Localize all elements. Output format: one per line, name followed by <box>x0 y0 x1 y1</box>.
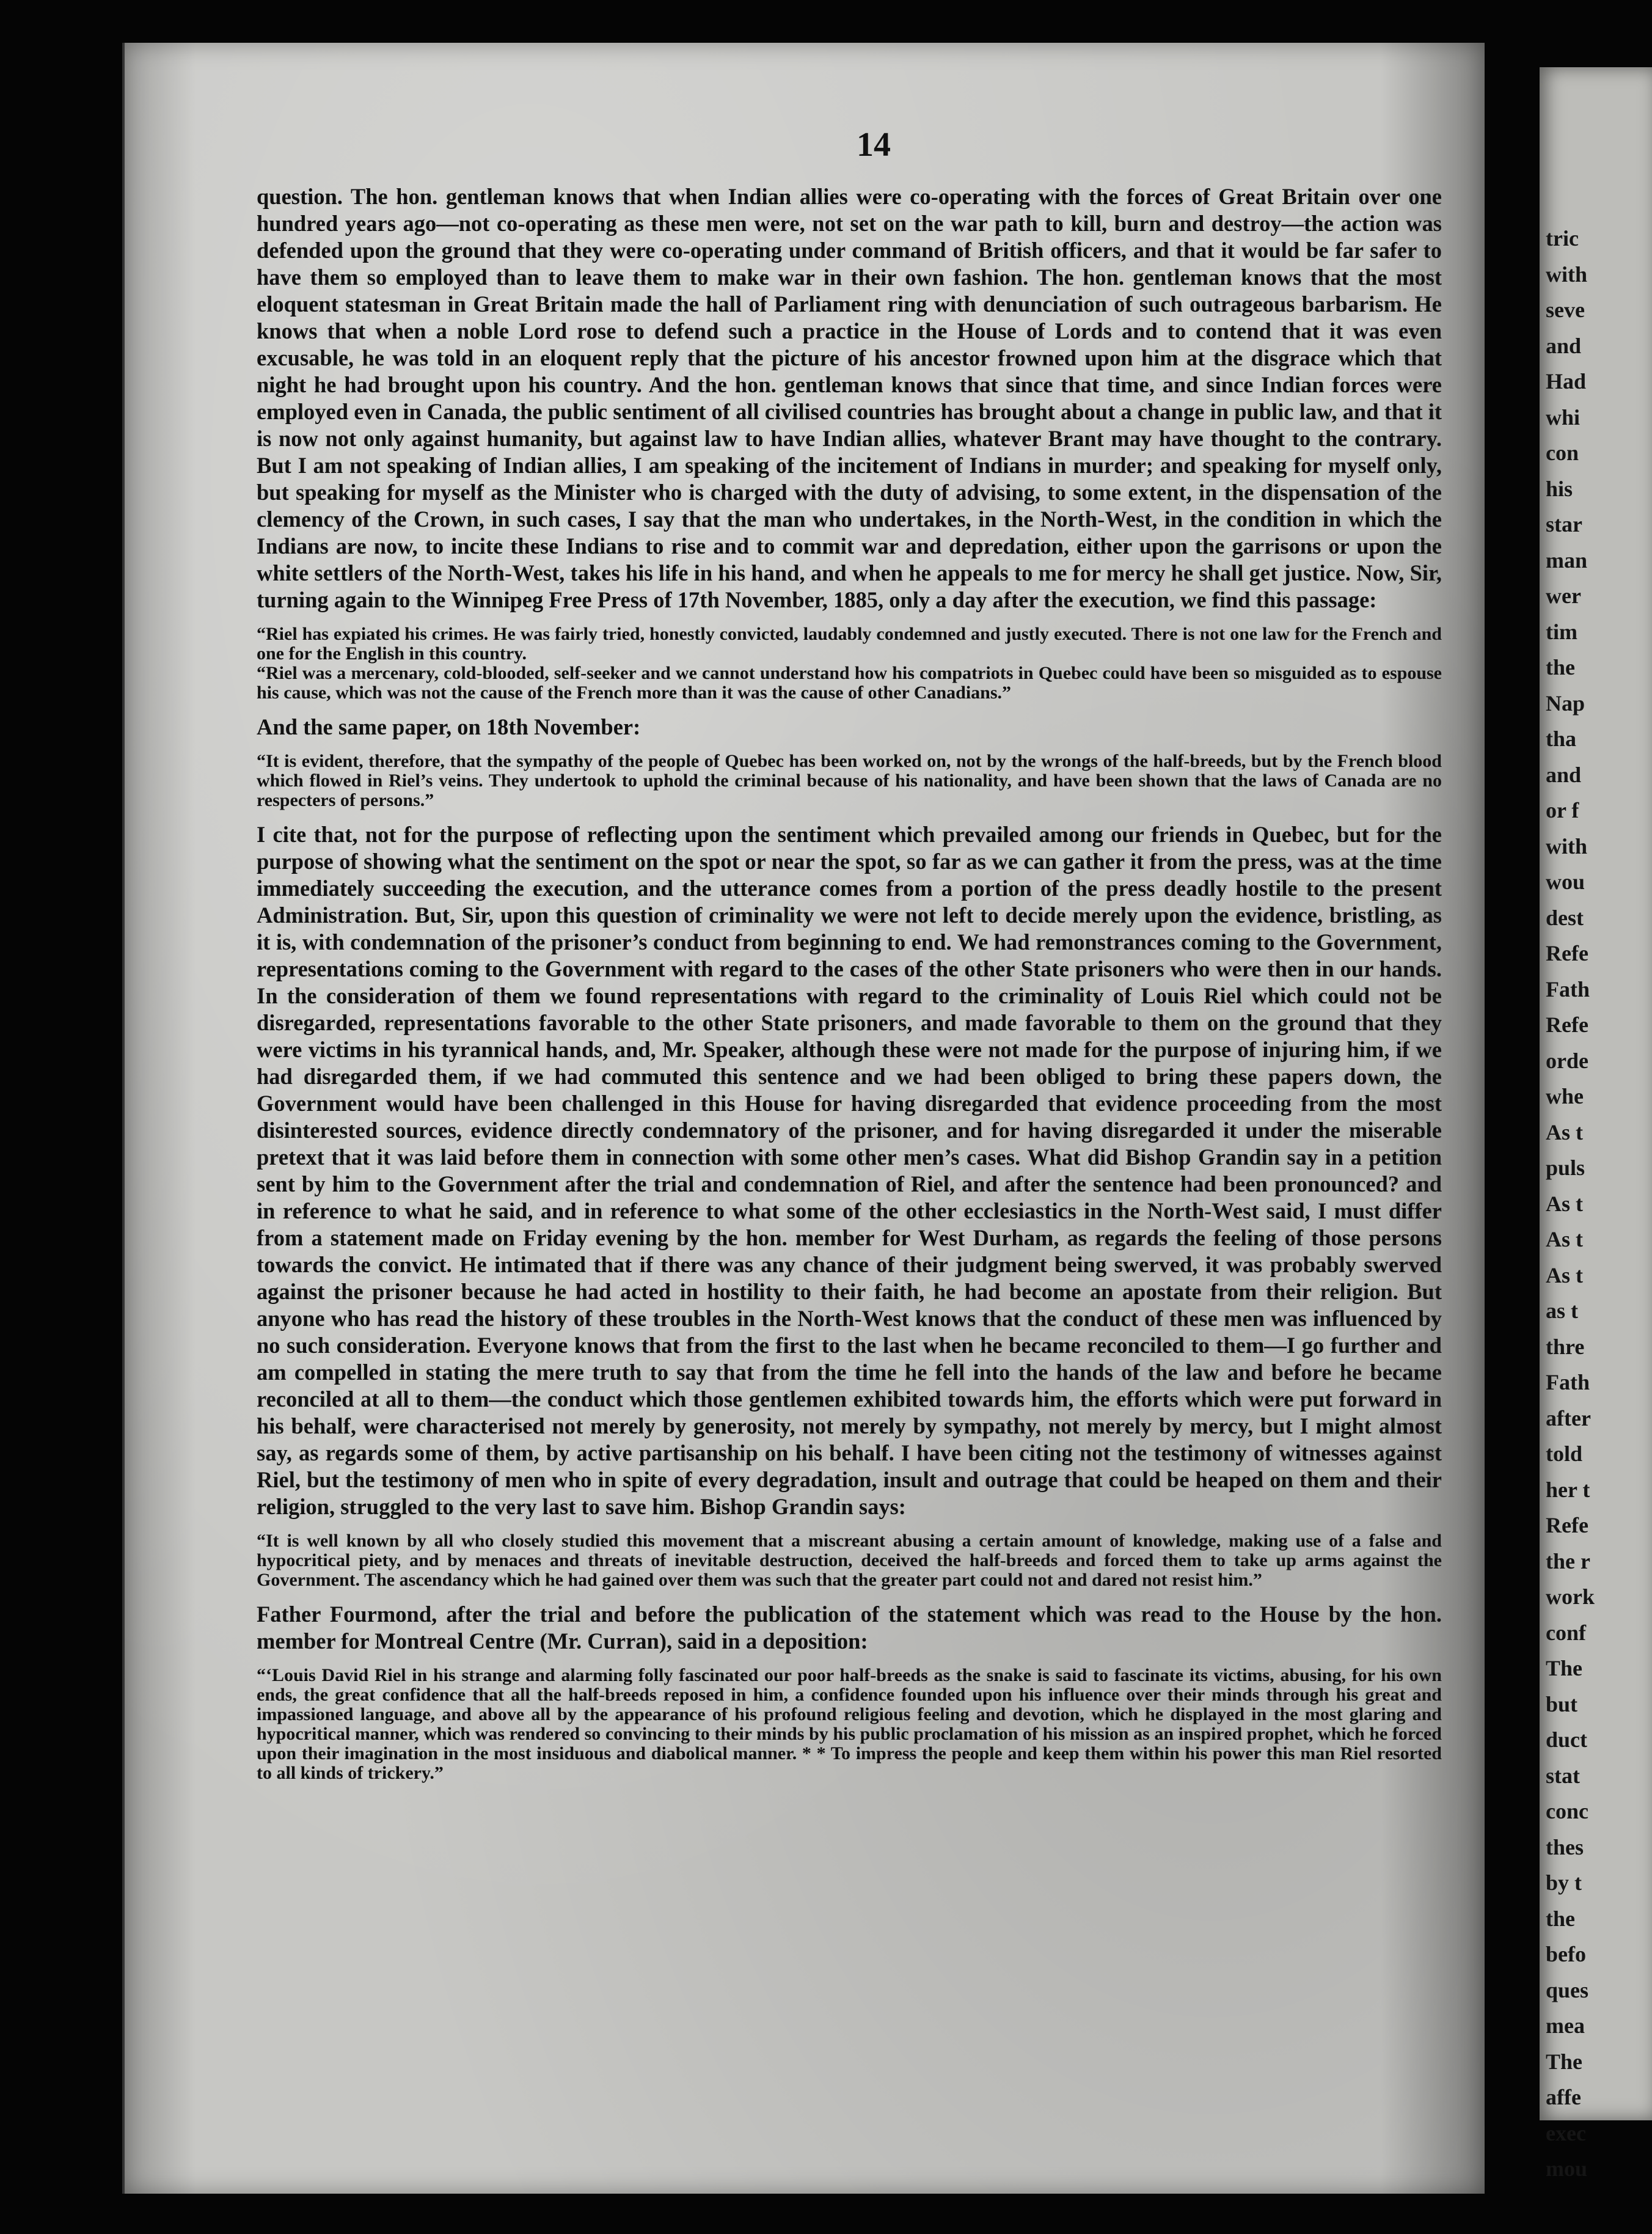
adjacent-page-fragment: Refe <box>1546 1513 1588 1537</box>
adjacent-page-fragment: Refe <box>1546 941 1588 965</box>
adjacent-page-fragment: the r <box>1546 1549 1590 1573</box>
adjacent-page-fragment: The <box>1546 2049 1583 2074</box>
adjacent-page-fragment: dest <box>1546 906 1584 930</box>
adjacent-page-fragment: the <box>1546 1906 1575 1931</box>
adjacent-page-fragment: with <box>1546 834 1588 859</box>
adjacent-page-fragment: duct <box>1546 1727 1588 1752</box>
adjacent-page-fragment: star <box>1546 512 1582 537</box>
adjacent-page-fragment: As t <box>1546 1227 1583 1251</box>
adjacent-page-edge <box>1540 67 1652 2181</box>
adjacent-page-fragment: befo <box>1546 1942 1586 1966</box>
adjacent-page-fragment: tim <box>1546 620 1577 644</box>
adjacent-page-fragment: by t <box>1546 1870 1582 1895</box>
block-quote: “It is well known by all who closely studied this movement that a miscreant abusing a certain amount of knowledge, making use of a false and hypocritical piety, and by menaces and threats of inevitable destruction, deceived the half-breeds and forced them to take up arms against the Government. The ascendancy which he had gained over them was such that the greater part could not and dared not resist him.” <box>257 1531 1442 1590</box>
adjacent-page-fragment: tric <box>1546 226 1579 251</box>
adjacent-page-fragment: whe <box>1546 1084 1584 1108</box>
adjacent-page-fragment: work <box>1546 1584 1595 1609</box>
adjacent-page-fragment: affe <box>1546 2085 1581 2109</box>
adjacent-page-fragment: the <box>1546 655 1575 679</box>
paragraph: question. The hon. gentleman knows that when Indian allies were co-operating with the forces of Great Britain over one hundred years ago—not co-operating as these men were, not set on the war path to kill, burn and destroy—the action was defended upon the ground that they were co-operating under command of British officers, and that it would be far safer to have them so employed than to leave them to make war in their own fashion. The hon. gentleman knows that the most eloquent statesman in Great Britain made the hall of Parliament ring with denunciation of such outrageous barbarism. He knows that when a noble Lord rose to defend such a practice in the House of Lords and to contend that it was even excusable, he was told in an eloquent reply that the picture of his ancestor frowned upon him at the disgrace which that night he had brought upon his country. And the hon. gentleman knows that since that time, and since Indian forces were employed even in Canada, the public sentiment of all civilised countries has brought about a change in public law, and that it is now not only against humanity, but against law to have Indian allies, whatever Brant may have thought to the contrary. But I am not speaking of Indian allies, I am speaking of the incitement of Indians in murder; and speaking for myself only, but speaking for myself as the Minister who is charged with the duty of advising, to some extent, in the dispensation of the clemency of the Crown, in such cases, I say that the man who undertakes, in the North-West, in the condition in which the Indians are now, to incite these Indians to rise and to commit war and depredation, either upon the garrisons or upon the white settlers of the North-West, takes his life in his hand, and when he appeals to me for mercy he shall get justice. Now, Sir, turning again to the Winnipeg Free Press of 17th November, 1885, only a day after the execution, we find this passage: <box>257 184 1442 612</box>
paragraph: I cite that, not for the purpose of reflecting upon the sentiment which prevailed among our friends in Quebec, but for the purpose of showing what the sentiment on the spot or near the spot, so far as we can gather it from the press, was at the time immediately succeeding the execution, and the utterance comes from a portion of the press deadly hostile to the present Administration. But, Sir, upon this question of criminality we were not left to decide merely upon the evidence, bristling, as it is, with condemnation of the prisoner’s conduct from beginning to end. We had remonstrances coming to the Government, representations coming to the Government with regard to the cases of the other State prisoners who were then in our hands. In the consideration of them we found representations with regard to the criminality of Louis Riel which could not be disregarded, representations favorable to the other State prisoners, and made favorable to them on the ground that they were victims in his tyrannical hands, and, Mr. Speaker, although these were not made for the purpose of injuring him, if we had disregarded them, if we had commuted this sentence and we had been obliged to bring these papers down, the Government would have been challenged in this House for having disregarded that evidence proceeding from the most disinterested sources, evidence directly condemnatory of the prisoner, and for having disregarded it under the miserable pretext that it was laid before them in connection with some other men’s cases. What did Bishop Grandin say in a petition sent by him to the Government after the trial and condemnation of Riel, and after the sentence had been pronounced? and in reference to what he said, and in reference to what some of the other ecclesiastics in the North-West said, I must differ from a statement made on Friday evening by the hon. member for West Durham, as regards the feeling of those persons towards the convict. He intimated that if there was any chance of their judgment being swerved, it was probably swerved against the prisoner because he had acted in hostility to their faith, he had become an apostate from their religion. But anyone who has read the history of these troubles in the North-West knows that the conduct of these men was influenced by no such consideration. Everyone knows that from the first to the last when he became reconciled to them—I go further and am compelled in stating the mere truth to say that from the time he fell into the hands of the law and before he became reconciled at all to them—the conduct which those gentlemen exhibited towards him, the efforts which were put forward in his behalf, were characterised not merely by generosity, not merely by sympathy, not merely by mercy, but I might almost say, as regards some of them, by active partisanship on his behalf. I have been citing not the testimony of witnesses against Riel, but the testimony of men who in spite of every degradation, insult and outrage that could be heaped on them and their religion, struggled to the very last to save him. Bishop Grandin says: <box>257 822 1442 1519</box>
adjacent-page-fragment: wer <box>1546 584 1581 608</box>
paragraph: And the same paper, on 18th November: <box>257 714 641 739</box>
block-quote: “Riel was a mercenary, cold-blooded, self-seeker and we cannot understand how his compatriots in Quebec could have been so misguided as to espouse his cause, which was not the cause of the French more than it was the cause of other Canadians.” <box>257 663 1442 703</box>
adjacent-page-fragment: or f <box>1546 798 1579 822</box>
adjacent-page-fragment: As t <box>1546 1120 1583 1144</box>
adjacent-page-fragment: ques <box>1546 1978 1589 2002</box>
adjacent-page-fragment: her t <box>1546 1478 1590 1502</box>
adjacent-page-fragment: seve <box>1546 298 1585 322</box>
adjacent-page-fragment: conf <box>1546 1621 1586 1645</box>
adjacent-page-fragment: As t <box>1546 1192 1583 1216</box>
adjacent-page-fragment: exec <box>1546 2121 1586 2145</box>
adjacent-page-fragment: Had <box>1546 369 1587 394</box>
block-quote: “Riel has expiated his crimes. He was fairly tried, honestly convicted, laudably condemned and justly executed. There is not one law for the French and one for the English in this country. <box>257 624 1442 664</box>
adjacent-page-fragment: as t <box>1546 1298 1578 1323</box>
adjacent-page-fragment: conc <box>1546 1799 1588 1823</box>
adjacent-page-fragment: with <box>1546 262 1588 287</box>
adjacent-page-fragment: after <box>1546 1406 1591 1430</box>
adjacent-page-fragment: stat <box>1546 1763 1580 1788</box>
adjacent-page-fragment: con <box>1546 441 1579 465</box>
paragraph: Father Fourmond, after the trial and before the publication of the statement which was read to the House by the hon. member for Montreal Centre (Mr. Curran), said in a deposition: <box>257 1602 1442 1654</box>
adjacent-page-fragment: thes <box>1546 1835 1584 1859</box>
adjacent-page-fragment: man <box>1546 548 1588 573</box>
adjacent-page-fragment: puls <box>1546 1155 1585 1180</box>
adjacent-page-fragment: his <box>1546 477 1573 501</box>
adjacent-page-fragment: Fath <box>1546 1370 1590 1394</box>
page-body <box>257 183 1442 1794</box>
adjacent-page-fragment: orde <box>1546 1049 1588 1073</box>
adjacent-page-fragment: As t <box>1546 1263 1583 1287</box>
adjacent-page-fragment: Refe <box>1546 1013 1588 1037</box>
adjacent-page-fragment: Fath <box>1546 977 1590 1002</box>
adjacent-page-fragment: The <box>1546 1656 1583 1680</box>
adjacent-page-fragment: and <box>1546 763 1582 787</box>
adjacent-page-fragment: but <box>1546 1692 1578 1716</box>
block-quote: “‘Louis David Riel in his strange and alarming folly fascinated our poor half-breeds as the snake is said to fascinate its victims, abusing, for his own ends, the great confidence that all the half-breeds reposed in him, a confidence founded upon his influence over their minds through his great and impassioned language, and above all by the appearance of his profound religious feeling and devotion, which he displayed in the most glaring and hypocritical manner, which was rendered so convincing to their minds by his public proclamation of his mission as an inspired prophet, which he forced upon their imagination in the most insiduous and diabolical manner. * * To impress the people and keep them within his power this man Riel resorted to all kinds of trickery.” <box>257 1665 1442 1783</box>
adjacent-page-fragment: whi <box>1546 405 1581 430</box>
adjacent-page-fragment: mea <box>1546 2013 1585 2038</box>
adjacent-page-fragment: wou <box>1546 870 1585 894</box>
adjacent-page-fragment: told <box>1546 1441 1583 1466</box>
page-gutter <box>122 43 147 2194</box>
adjacent-page-fragment: tha <box>1546 727 1577 751</box>
adjacent-page-fragment: and <box>1546 334 1582 358</box>
adjacent-page-fragment: thre <box>1546 1335 1585 1359</box>
adjacent-page-fragment: Nap <box>1546 691 1585 716</box>
adjacent-page-fragment: mou <box>1546 2156 1588 2181</box>
block-quote: “It is evident, therefore, that the sympathy of the people of Quebec has been worked on, not by the wrongs of the half-breeds, but by the French blood which flowed in Riel’s veins. They undertook to uphold the criminal because of his nationality, and have been shown that the laws of Canada are no respecters of persons.” <box>257 751 1442 810</box>
page-number: 14 <box>857 126 891 164</box>
